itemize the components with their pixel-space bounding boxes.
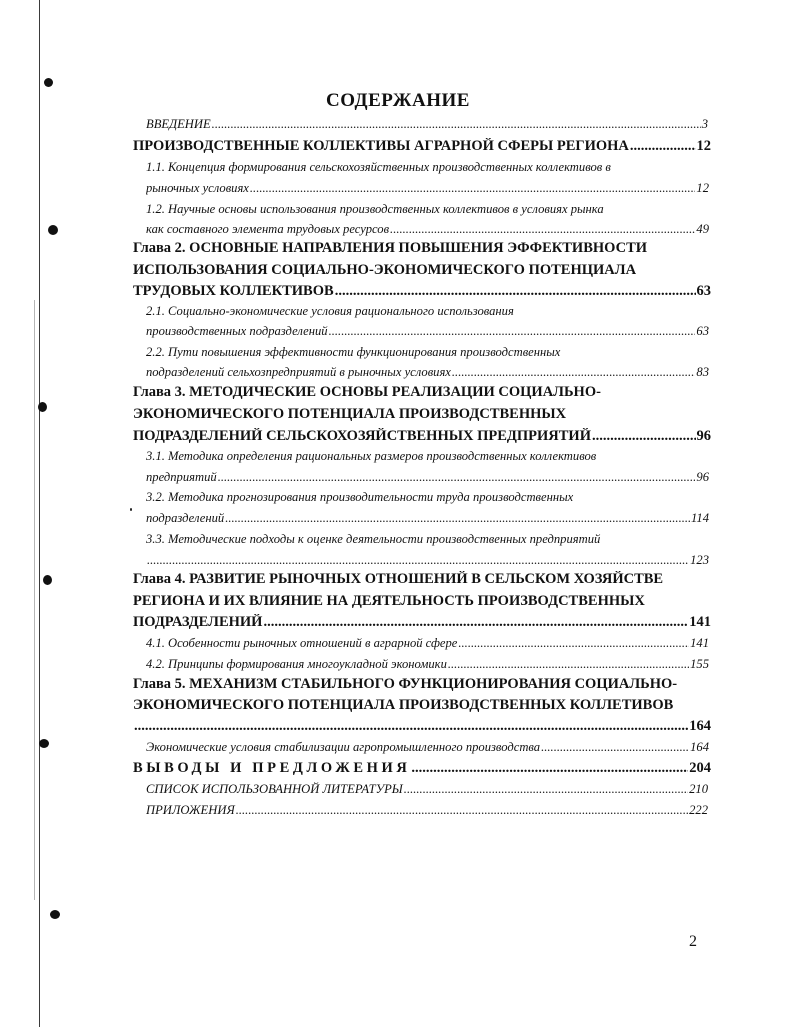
toc-entry-3-3-line1: 3.3. Методические подходы к оценке деятельности производственных предприятий: [146, 532, 601, 546]
toc-entry-references: СПИСОК ИСПОЛЬЗОВАННОЙ ЛИТЕРАТУРЫ ..... 210: [146, 782, 708, 797]
toc-entry-1-2: как составного элемента трудовых ресурсов ..... 49: [146, 222, 709, 237]
toc-entry-1-1: рыночных условиях ..... 12: [146, 181, 709, 196]
page-number: 2: [689, 933, 697, 950]
toc-entry-appendices: ПРИЛОЖЕНИЯ ..... 222: [146, 803, 708, 818]
toc-entry-chapter3-line2: ЭКОНОМИЧЕСКОГО ПОТЕНЦИАЛА ПРОИЗВОДСТВЕННЫХ: [133, 406, 567, 422]
toc-entry-chapter5-line1: Глава 5. МЕХАНИЗМ СТАБИЛЬНОГО ФУНКЦИОНИРОВАНИЯ СОЦИАЛЬНО-: [133, 676, 678, 692]
toc-entry-2-2-line1: 2.2. Пути повышения эффективности функционирования производственных: [146, 345, 561, 359]
toc-entry-chapter2: ТРУДОВЫХ КОЛЛЕКТИВОВ ..... 63: [133, 283, 711, 300]
toc-entry-3-2-line1: 3.2. Методика прогнозирования производительности труда производственных: [146, 490, 574, 504]
toc-entry-3-1: предприятий ..... 96: [146, 470, 709, 485]
toc-entry-chapter5: ..... 164: [133, 718, 711, 735]
page-title: СОДЕРЖАНИЕ: [326, 90, 470, 111]
toc-entry-2-1-line1: 2.1. Социально-экономические условия рационального использования: [146, 304, 514, 318]
toc-entry-chapter1: ПРОИЗВОДСТВЕННЫЕ КОЛЛЕКТИВЫ АГРАРНОЙ СФЕРЫ РЕГИОНА ..... 12: [133, 138, 711, 155]
toc-entry-intro: ВВЕДЕНИЕ ..... 3: [146, 117, 708, 132]
toc-entry-chapter3-line1: Глава 3. МЕТОДИЧЕСКИЕ ОСНОВЫ РЕАЛИЗАЦИИ СОЦИАЛЬНО-: [133, 384, 601, 400]
toc-entry-2-1: производственных подразделений ..... 63: [146, 324, 709, 339]
toc-entry-chapter5-line2: ЭКОНОМИЧЕСКОГО ПОТЕНЦИАЛА ПРОИЗВОДСТВЕННЫХ КОЛЛЕТИВОВ: [133, 697, 674, 713]
toc-entry-3-3: ..... 123: [146, 553, 709, 568]
toc-entry-1-1-line1: 1.1. Концепция формирования сельскохозяйственных производственных коллективов в: [146, 160, 611, 174]
toc-entry-4-1: 4.1. Особенности рыночных отношений в аграрной сфере ..... 141: [146, 636, 709, 651]
toc-entry-chapter3: ПОДРАЗДЕЛЕНИЙ СЕЛЬСКОХОЗЯЙСТВЕННЫХ ПРЕДПРИЯТИЙ ..... 96: [133, 428, 711, 445]
toc-entry-4-2: 4.2. Принципы формирования многоукладной экономики ..... 155: [146, 657, 709, 672]
toc-entry-2-2: подразделений сельхозпредприятий в рыночных условиях ..... 83: [146, 365, 709, 380]
toc-entry-3-1-line1: 3.1. Методика определения рациональных размеров производственных коллективов: [146, 449, 597, 463]
toc-entry-chapter4: ПОДРАЗДЕЛЕНИЙ ..... 141: [133, 614, 711, 631]
toc-entry-3-2: подразделений ..... 114: [146, 511, 709, 526]
toc-entry-1-2-line1: 1.2. Научные основы использования производственных коллективов в условиях рынка: [146, 202, 604, 216]
toc-entry-chapter2-line1: Глава 2. ОСНОВНЫЕ НАПРАВЛЕНИЯ ПОВЫШЕНИЯ ЭФФЕКТИВНОСТИ: [133, 240, 648, 256]
toc-entry-chapter2-line2: ИСПОЛЬЗОВАНИЯ СОЦИАЛЬНО-ЭКОНОМИЧЕСКОГО ПОТЕНЦИАЛА: [133, 262, 637, 278]
toc-entry-chapter4-line2: РЕГИОНА И ИХ ВЛИЯНИЕ НА ДЕЯТЕЛЬНОСТЬ ПРОИЗВОДСТВЕННЫХ: [133, 593, 645, 609]
toc-entry-chapter4-line1: Глава 4. РАЗВИТИЕ РЫНОЧНЫХ ОТНОШЕНИЙ В СЕЛЬСКОМ ХОЗЯЙСТВЕ: [133, 571, 664, 587]
toc-entry-conclusions: ВЫВОДЫ И ПРЕДЛОЖЕНИЯ ..... 204: [133, 760, 711, 777]
toc-entry-5-1: Экономические условия стабилизации агропромышленного производства ..... 164: [146, 740, 709, 755]
